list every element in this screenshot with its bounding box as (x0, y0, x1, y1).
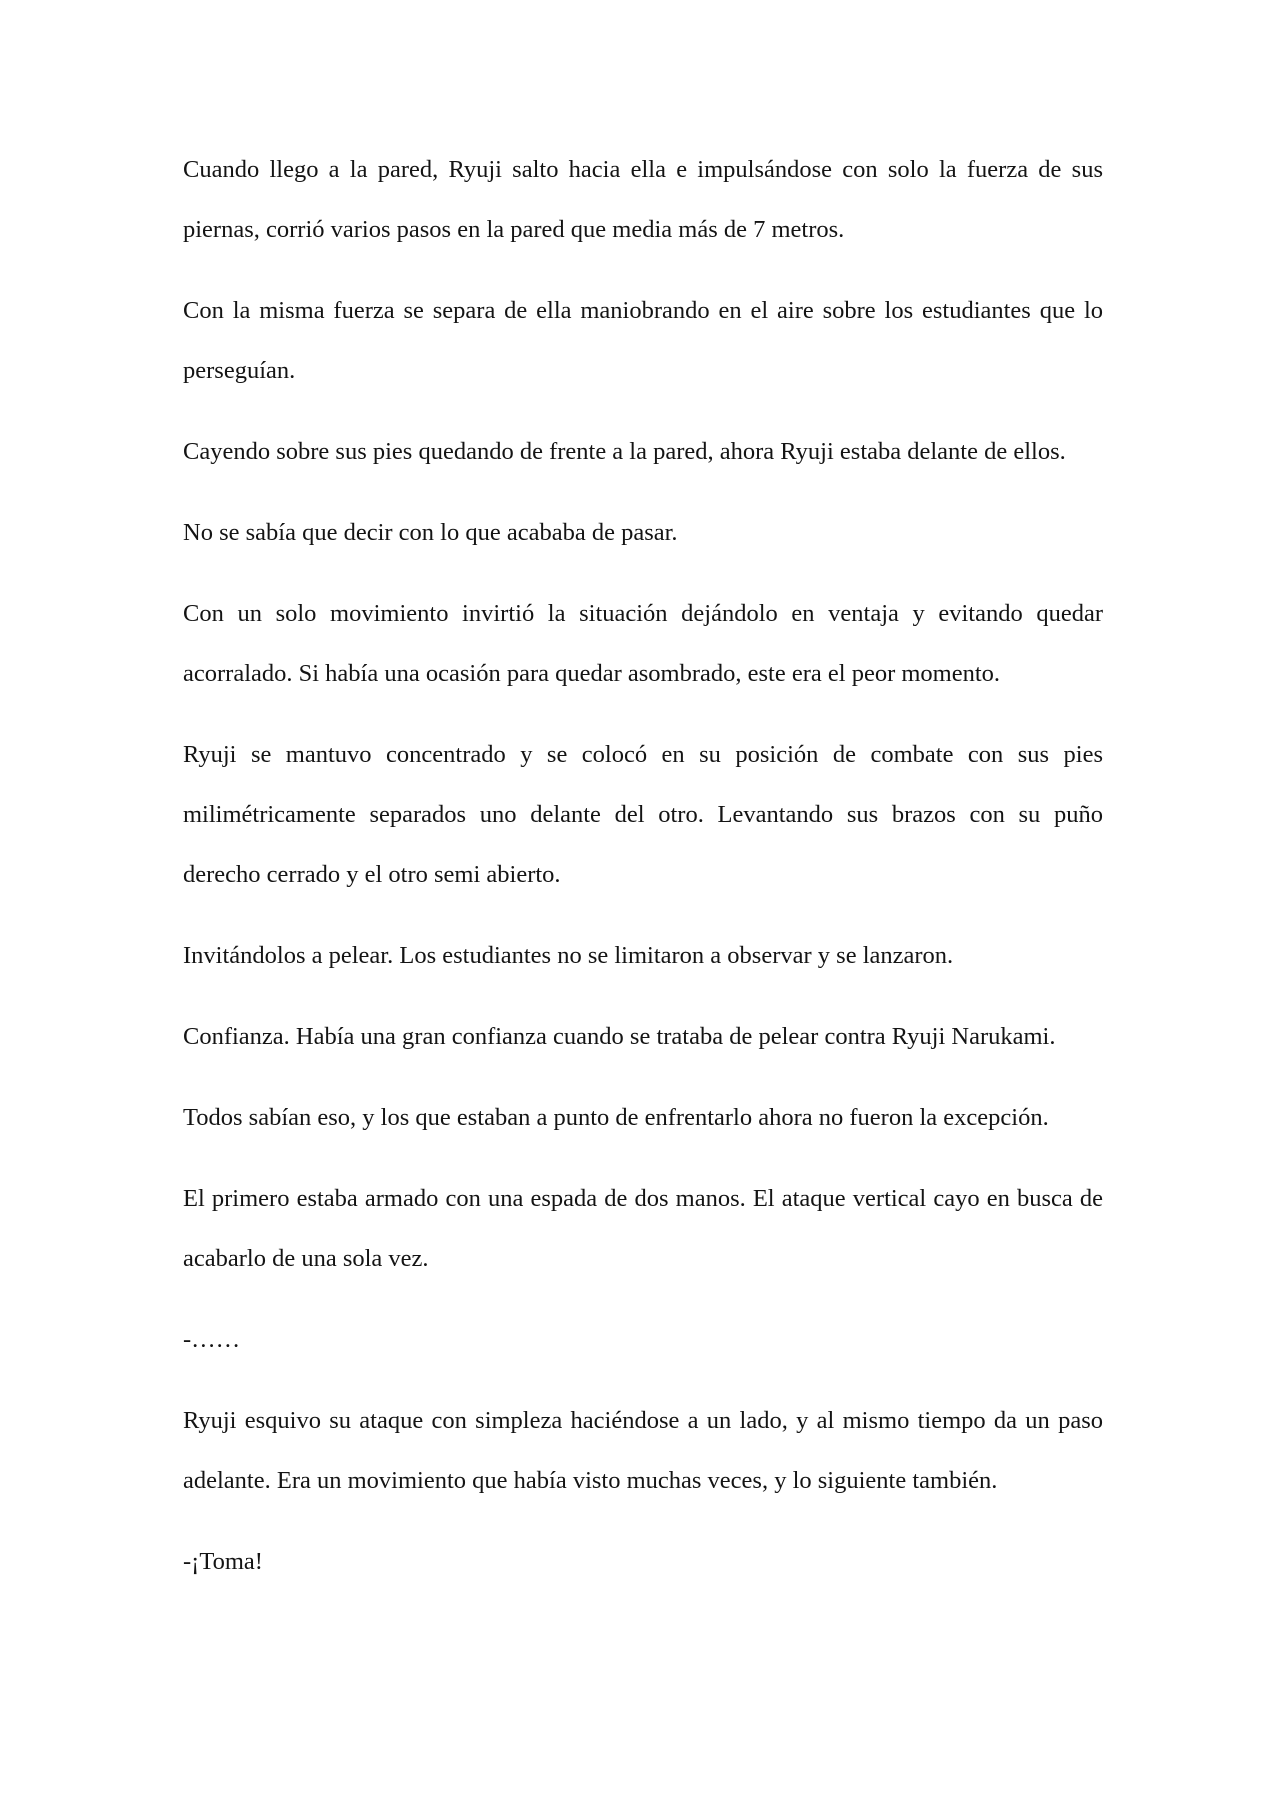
paragraph: Invitándolos a pelear. Los estudiantes no se limitaron a observar y se lanzaron. (183, 942, 954, 969)
paragraph: El primero estaba armado con una espada de dos manos. El ataque vertical cayo en busca de acabarlo de una sola vez. (183, 1185, 1103, 1272)
paragraph: Ryuji esquivo su ataque con simpleza haciéndose a un lado, y al mismo tiempo da un paso adelante. Era un movimiento que había visto muchas veces, y lo siguiente también. (183, 1407, 1103, 1494)
paragraph: -¡Toma! (183, 1548, 263, 1575)
paragraph: Ryuji se mantuvo concentrado y se colocó en su posición de combate con sus pies milimétricamente separados uno delante del otro. Levantando sus brazos con su puño derecho cerrado y el otro semi abierto. (183, 741, 1103, 888)
paragraph: Cayendo sobre sus pies quedando de frente a la pared, ahora Ryuji estaba delante de ellos. (183, 438, 1066, 465)
paragraph: Con la misma fuerza se separa de ella maniobrando en el aire sobre los estudiantes que lo perseguían. (183, 297, 1103, 384)
paragraph: Con un solo movimiento invirtió la situación dejándolo en ventaja y evitando quedar acorralado. Si había una ocasión para quedar asombrado, este era el peor momento. (183, 600, 1103, 687)
paragraph: -…… (183, 1326, 241, 1353)
paragraph: Todos sabían eso, y los que estaban a punto de enfrentarlo ahora no fueron la excepción. (183, 1104, 1049, 1131)
paragraph: Cuando llego a la pared, Ryuji salto hacia ella e impulsándose con solo la fuerza de sus piernas, corrió varios pasos en la pared que media más de 7 metros. (183, 156, 1103, 243)
paragraph: No se sabía que decir con lo que acababa de pasar. (183, 519, 678, 546)
paragraph: Confianza. Había una gran confianza cuando se trataba de pelear contra Ryuji Narukami. (183, 1023, 1056, 1050)
document-body (183, 140, 1103, 1613)
